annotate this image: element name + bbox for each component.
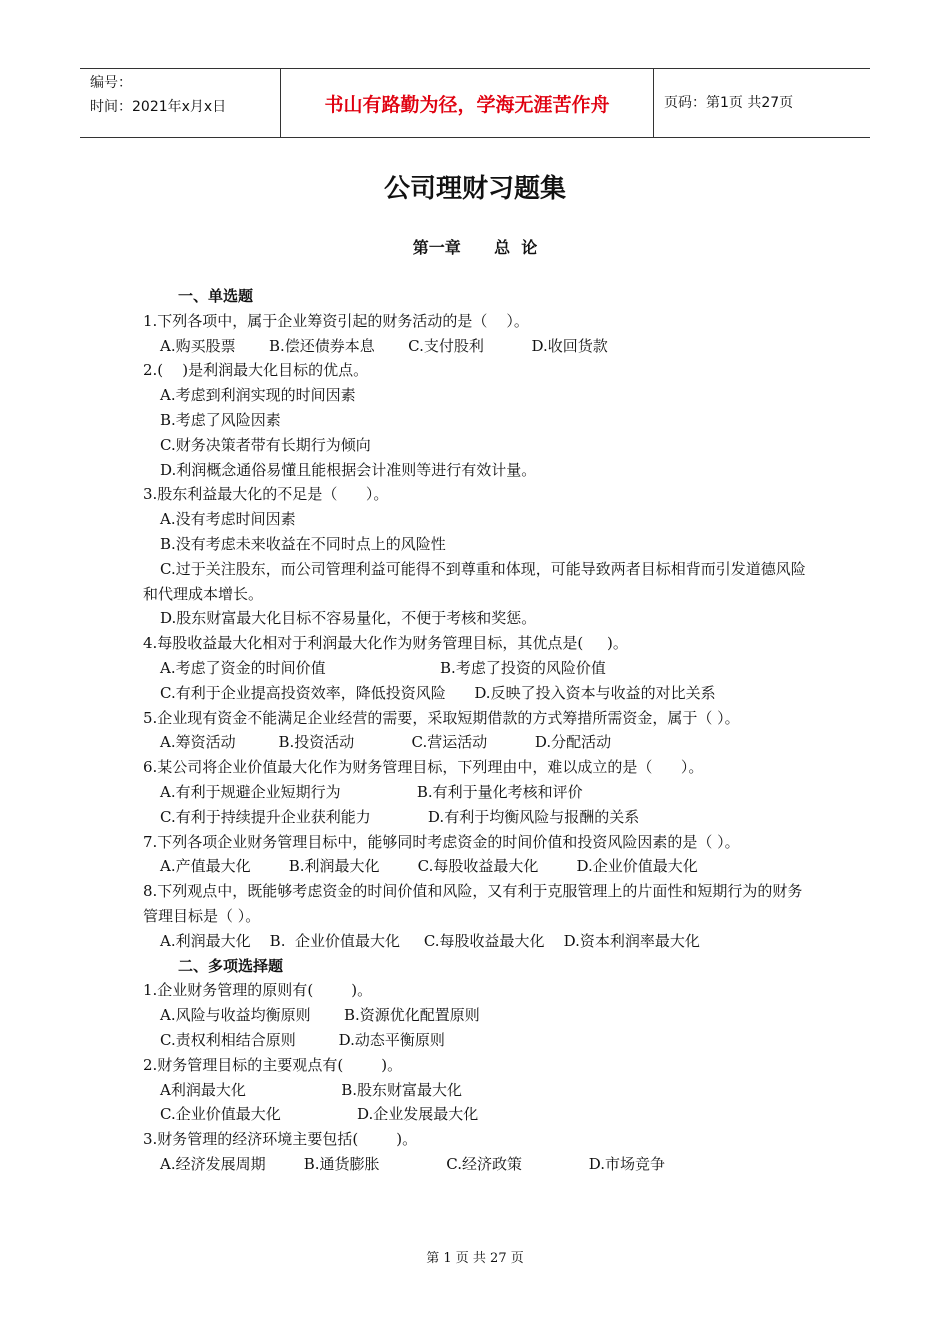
question-7: 7.下列各项企业财务管理目标中，能够同时考虑资金的时间价值和投资风险因素的是（ ）。 <box>143 832 740 851</box>
multi-question-2: 2.财务管理目标的主要观点有( )。 <box>143 1055 403 1074</box>
page-info: 页码：第1页 共27页 <box>664 95 794 111</box>
question-3-option-d: D.股东财富最大化目标不容易量化，不便于考核和奖惩。 <box>160 609 537 628</box>
question-8: 8.下列观点中，既能够考虑资金的时间价值和风险，又有利于克服管理上的片面性和短期行为的财务管理目标是（ ）。 <box>143 882 803 925</box>
question-4-options-ab: A.考虑了资金的时间价值 B.考虑了投资的风险价值 <box>160 658 606 677</box>
time-label: 时间：2021年x月x日 <box>90 99 227 115</box>
question-list <box>143 284 811 1177</box>
question-1-options: A.购买股票 B.偿还债券本息 C.支付股利 D.收回货款 <box>160 336 608 355</box>
question-2-option-a: A.考虑到利润实现的时间因素 <box>160 386 356 405</box>
document-title: 公司理财习题集 <box>383 174 566 204</box>
header-table <box>80 68 870 138</box>
multi-question-1-options-cd: C.责权利相结合原则 D.动态平衡原则 <box>160 1030 445 1049</box>
question-3-option-c: C.过于关注股东，而公司管理利益可能得不到尊重和体现，可能导致两者目标相背而引发道德风险和代理成本增长。 <box>143 559 806 603</box>
question-3: 3.股东利益最大化的不足是（ ）。 <box>143 485 389 504</box>
question-7-options: A.产值最大化 B.利润最大化 C.每股收益最大化 D.企业价值最大化 <box>160 857 698 876</box>
question-2: 2.( )是利润最大化目标的优点。 <box>143 361 369 380</box>
question-3-option-a: A.没有考虑时间因素 <box>160 510 296 529</box>
section-title-multi: 二、多项选择题 <box>178 956 284 975</box>
question-2-option-b: B.考虑了风险因素 <box>160 410 281 429</box>
page-footer: 第 1 页 共 27 页 <box>426 1251 524 1266</box>
question-4-options-cd: C.有利于企业提高投资效率，降低投资风险 D.反映了投入资本与收益的对比关系 <box>160 683 716 702</box>
question-2-option-d: D.利润概念通俗易懂且能根据会计准则等进行有效计量。 <box>160 460 537 479</box>
header-motto-cell <box>281 69 654 137</box>
question-5-options: A.筹资活动 B.投资活动 C.营运活动 D.分配活动 <box>160 733 612 752</box>
multi-question-2-options-cd: C.企业价值最大化 D.企业发展最大化 <box>160 1105 479 1124</box>
multi-question-1-options-ab: A.风险与收益均衡原则 B.资源优化配置原则 <box>160 1006 480 1025</box>
question-6-options-cd: C.有利于持续提升企业获利能力 D.有利于均衡风险与报酬的关系 <box>160 807 640 826</box>
question-5: 5.企业现有资金不能满足企业经营的需要，采取短期借款的方式筹措所需资金，属于（ ）。 <box>143 708 740 727</box>
header-page-cell <box>654 69 870 137</box>
multi-question-2-options-ab: A利润最大化 B.股东财富最大化 <box>160 1080 462 1099</box>
section-title-single: 一、单选题 <box>178 287 254 305</box>
question-6: 6.某公司将企业价值最大化作为财务管理目标，下列理由中，难以成立的是（ ）。 <box>143 758 704 777</box>
motto: 书山有路勤为径，学海无涯苦作舟 <box>324 93 610 116</box>
multi-question-3-options: A.经济发展周期 B.通货膨胀 C.经济政策 D.市场竞争 <box>160 1154 666 1173</box>
multi-question-1: 1.企业财务管理的原则有( )。 <box>143 981 373 1000</box>
chapter-heading: 第一章 总 论 <box>412 238 538 257</box>
header-meta-cell <box>80 69 281 137</box>
question-6-options-ab: A.有利于规避企业短期行为 B.有利于量化考核和评价 <box>160 782 583 801</box>
question-2-option-c: C.财务决策者带有长期行为倾向 <box>160 435 371 454</box>
question-8-options: A.利润最大化 B. 企业价值最大化 C.每股收益最大化 D.资本利润率最大化 <box>160 931 700 950</box>
multi-question-3: 3.财务管理的经济环境主要包括( )。 <box>143 1130 418 1149</box>
question-1: 1.下列各项中，属于企业筹资引起的财务活动的是（ ）。 <box>143 311 529 330</box>
question-4: 4.每股收益最大化相对于利润最大化作为财务管理目标，其优点是( )。 <box>143 634 628 653</box>
question-3-option-b: B.没有考虑未来收益在不同时点上的风险性 <box>160 534 446 553</box>
number-label: 编号： <box>90 75 132 91</box>
